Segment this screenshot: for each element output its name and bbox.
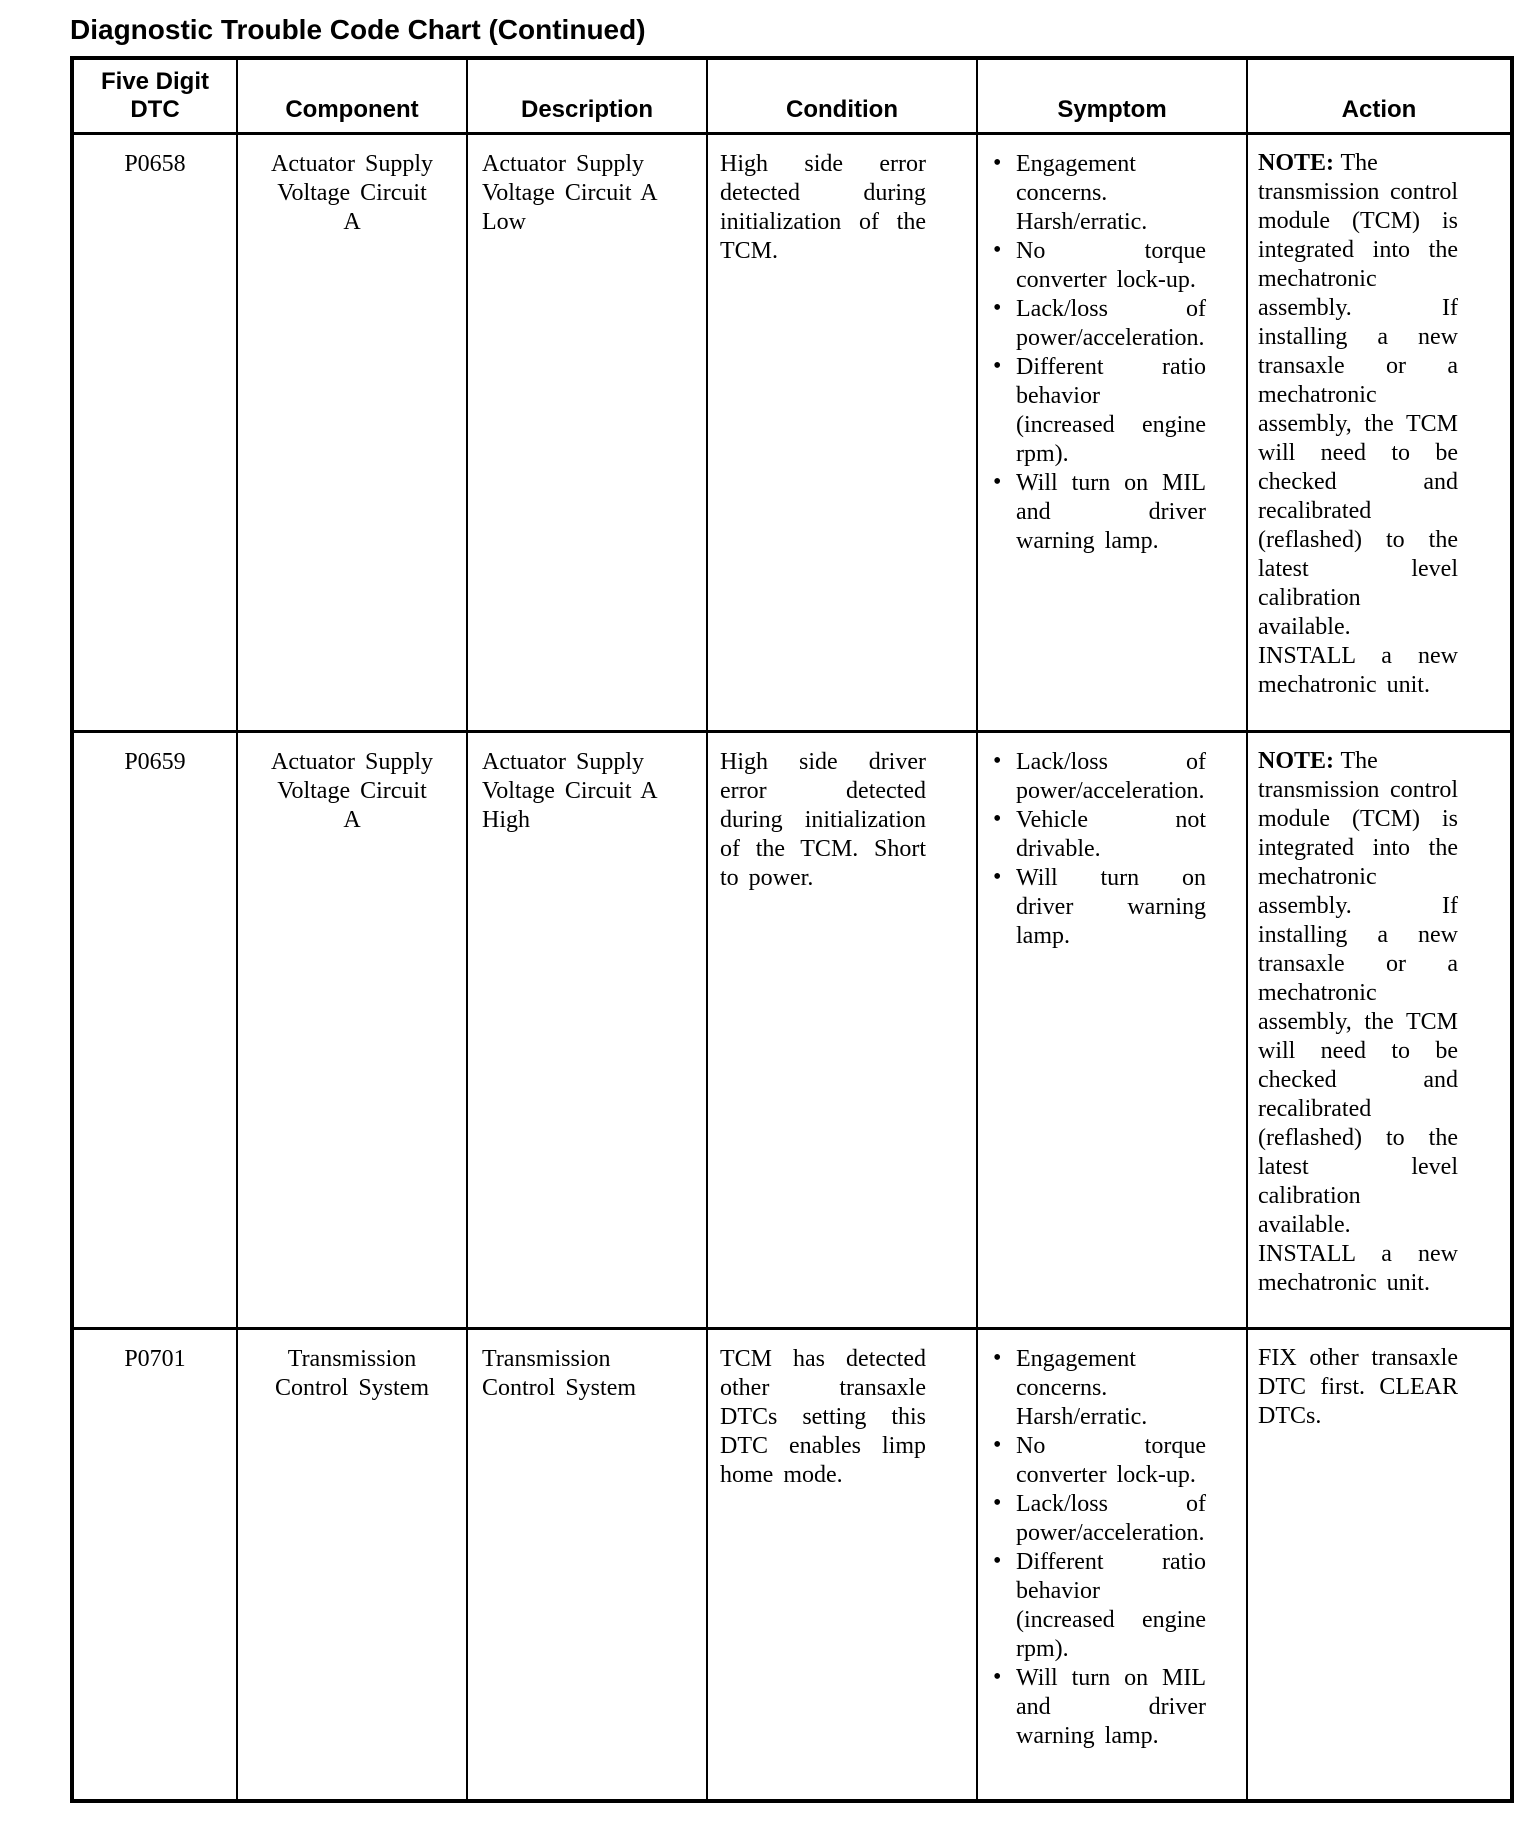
symptom-item: • Will turn on driver warning lamp.: [986, 864, 1206, 951]
column-header-label: Action: [1341, 95, 1417, 123]
description-cell: [467, 731, 707, 1328]
column-header-symptom: [977, 58, 1247, 133]
action-cell: [1247, 731, 1512, 1328]
table-row-p0658: [72, 133, 1512, 731]
description-text: Transmission Control System: [482, 1345, 637, 1401]
symptom-item: • No torque converter lock-up.: [986, 1432, 1206, 1490]
symptom-item: • Lack/loss of power/acceleration.: [986, 748, 1206, 806]
symptom-item: • Will turn on MIL and driver warning lamp.: [986, 1664, 1206, 1751]
column-header-label: Component: [285, 95, 419, 123]
symptom-item: • Different ratio behavior (increased engine rpm).: [986, 353, 1206, 469]
component-cell: [237, 133, 467, 731]
header-row: [72, 58, 1512, 133]
symptom-item: • Lack/loss of power/acceleration.: [986, 295, 1206, 353]
note-label: NOTE:: [1258, 747, 1335, 774]
description-text: Actuator Supply Voltage Circuit A Low: [482, 150, 657, 235]
column-header-description: [467, 58, 707, 133]
symptom-list: [986, 1345, 1206, 1751]
symptom-list: [986, 150, 1206, 556]
symptom-list: [986, 748, 1206, 951]
symptom-cell: [977, 133, 1247, 731]
condition-cell: [707, 133, 977, 731]
dtc-cell: P0659: [72, 731, 237, 1328]
action-text: The transmission control module (TCM) is integrated into the mechatronic assembly. If installing a new transaxle or a mechatronic assembly, the TCM will need to be checked and recalibrated (reflashed) to the latest level calibration available. INSTALL a new mechatronic unit.: [1258, 149, 1458, 698]
dtc-cell: P0701: [72, 1328, 237, 1801]
action-text: FIX other transaxle DTC first. CLEAR DTCs.: [1258, 1344, 1458, 1429]
column-header-label: Five Digit DTC: [100, 67, 209, 123]
column-header-label: Description: [520, 95, 654, 123]
column-header-component: [237, 58, 467, 133]
symptom-cell: [977, 731, 1247, 1328]
column-header-label: Symptom: [1057, 95, 1167, 123]
symptom-item: • Engagement concerns. Harsh/erratic.: [986, 1345, 1206, 1432]
description-text: Actuator Supply Voltage Circuit A High: [482, 748, 657, 833]
component-text: Actuator Supply Voltage Circuit A: [271, 150, 433, 235]
component-text: Actuator Supply Voltage Circuit A: [271, 748, 433, 833]
symptom-item: • Lack/loss of power/acceleration.: [986, 1490, 1206, 1548]
dtc-cell: P0658: [72, 133, 237, 731]
action-text-block: [1258, 1344, 1458, 1431]
action-cell: [1247, 1328, 1512, 1801]
column-header-action: [1247, 58, 1512, 133]
component-cell: [237, 731, 467, 1328]
table-row-p0701: [72, 1328, 1512, 1801]
symptom-item: • Will turn on MIL and driver warning lamp.: [986, 469, 1206, 556]
condition-text: High side driver error detected during initialization of the TCM. Short to power.: [720, 748, 926, 891]
condition-cell: [707, 731, 977, 1328]
action-cell: [1247, 133, 1512, 731]
symptom-cell: [977, 1328, 1247, 1801]
condition-cell: [707, 1328, 977, 1801]
description-cell: [467, 1328, 707, 1801]
symptom-item: • Different ratio behavior (increased engine rpm).: [986, 1548, 1206, 1664]
action-text-block: [1258, 149, 1458, 700]
action-text-block: [1258, 747, 1458, 1298]
component-cell: [237, 1328, 467, 1801]
symptom-item: • No torque converter lock-up.: [986, 237, 1206, 295]
symptom-item: • Vehicle not drivable.: [986, 806, 1206, 864]
dtc-table: [70, 56, 1514, 1803]
note-label: NOTE:: [1258, 149, 1335, 176]
symptom-item: • Engagement concerns. Harsh/erratic.: [986, 150, 1206, 237]
page-title: Diagnostic Trouble Code Chart (Continued): [70, 14, 646, 45]
component-text: Transmission Control System: [274, 1345, 429, 1401]
action-text: The transmission control module (TCM) is integrated into the mechatronic assembly. If installing a new transaxle or a mechatronic assembly, the TCM will need to be checked and recalibrated (reflashed) to the latest level calibration available. INSTALL a new mechatronic unit.: [1258, 747, 1458, 1296]
condition-text: High side error detected during initialization of the TCM.: [720, 150, 926, 264]
condition-text: TCM has detected other transaxle DTCs setting this DTC enables limp home mode.: [720, 1345, 926, 1488]
description-cell: [467, 133, 707, 731]
column-header-five-digit-dtc: [72, 58, 237, 133]
column-header-condition: [707, 58, 977, 133]
column-header-label: Condition: [786, 95, 898, 123]
table-row-p0659: [72, 731, 1512, 1328]
